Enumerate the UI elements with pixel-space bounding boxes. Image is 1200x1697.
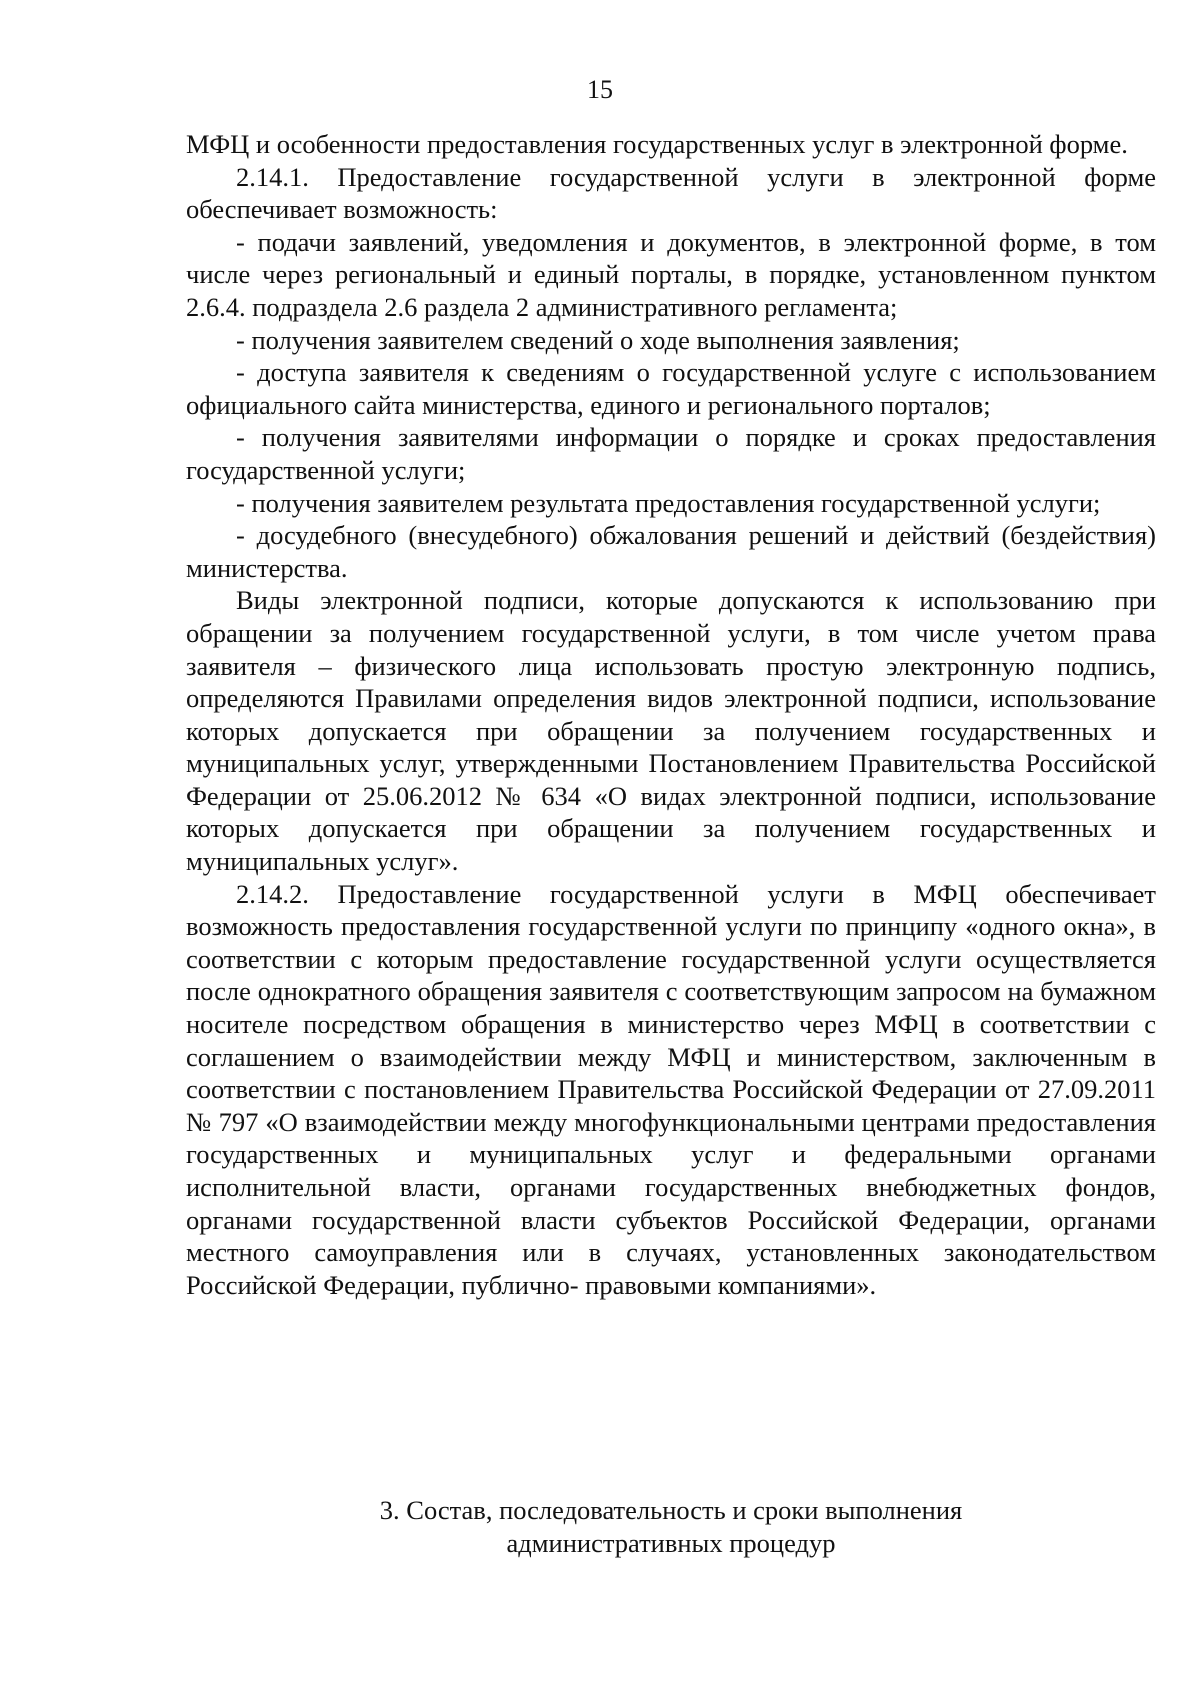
paragraph-intro: МФЦ и особенности предоставления государственных услуг в электронной форме. [186, 129, 1128, 159]
list-item-status-info: - получения заявителем сведений о ходе выполнения заявления; [236, 324, 960, 355]
list-item-result: - получения заявителем результата предоставления государственной услуги; [236, 487, 1101, 518]
section-heading-line-1: 3. Состав, последовательность и сроки выполнения [379, 1495, 963, 1525]
document-body [186, 128, 1156, 1301]
list-item-appeal: - досудебного (внесудебного) обжалования решений и действий (бездействия) министерства. [186, 520, 1156, 583]
paragraph-electronic-signature: Виды электронной подписи, которые допускаются к использованию при обращении за получением государственной услуги, в том числе учетом права заявителя – физического лица использовать простую электронную подпись, определяются Правилами определения видов электронной подписи, использование которых допускается при обращении за получением государственных и муниципальных услуг, утвержденными Постановлением Правительства Российской Федерации от 25.06.2012 № 634 «О видах электронной подписи, использование которых допускается при обращении за получением государственных и муниципальных услуг». [186, 585, 1156, 877]
list-item-service-info-access: - доступа заявителя к сведениям о государственной услуге с использованием официального сайта министерства, единого и регионального порталов; [186, 357, 1156, 420]
page-number: 15 [587, 75, 613, 104]
list-item-submission: - подачи заявлений, уведомления и документов, в электронной форме, в том числе через региональный и единый порталы, в порядке, установленном пунктом 2.6.4. подраздела 2.6 раздела 2 административного регламента; [186, 226, 1156, 322]
list-item-procedure-info: - получения заявителями информации о порядке и сроках предоставления государственной услуги; [186, 422, 1156, 485]
paragraph-2-14-1: 2.14.1. Предоставление государственной услуги в электронной форме обеспечивает возможность: [186, 161, 1156, 225]
section-heading-line-2: административных процедур [506, 1527, 836, 1558]
paragraph-2-14-2: 2.14.2. Предоставление государственной услуги в МФЦ обеспечивает возможность предоставления государственной услуги по принципу «одного окна», в соответствии с которым предоставление государственной услуги осуществляется после однократного обращения заявителя с соответствующим запросом на бумажном носителе посредством обращения в министерство через МФЦ в соответствии с соглашением о взаимодействии между МФЦ и министерством, заключенным в соответствии с постановлением Правительства Российской Федерации от 27.09.2011 № 797 «О взаимодействии между многофункциональными центрами предоставления государственных и муниципальных услуг и федеральными органами исполнительной власти, органами государственных внебюджетных фондов, органами государственной власти субъектов Российской Федерации, органами местного самоуправления или в случаях, установленных законодательством Российской Федерации, публично- правовыми компаниями». [186, 878, 1156, 1300]
section-heading [186, 1494, 1156, 1559]
